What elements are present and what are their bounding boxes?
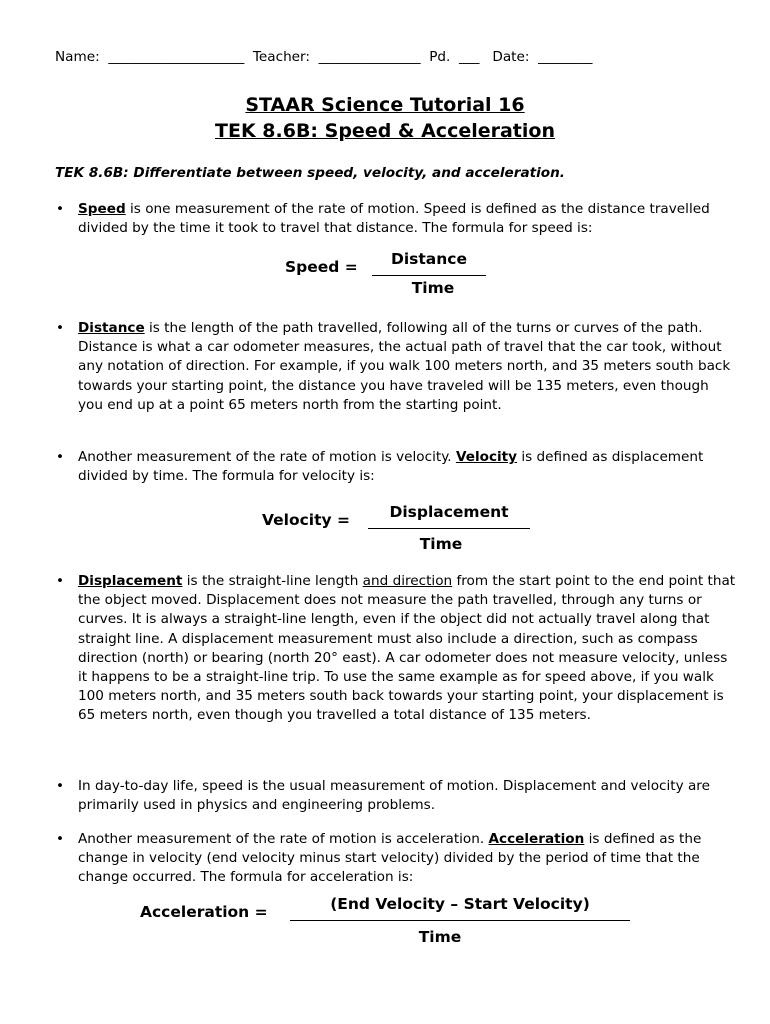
formula-acceleration-numerator: (End Velocity – Start Velocity): [330, 895, 590, 913]
bullet-distance: [56, 319, 736, 415]
velocity-text-after: is defined as displacement divided by time. The formula for velocity is:: [78, 449, 704, 485]
formula-speed-numerator: Distance: [390, 250, 467, 268]
displacement-text-2: from the start point to the end point that the object moved. Displacement does not measure the path travelled, through any turns or curves. It is always a straight-line length, even if the object did not actually travel along that straight line. A displacement measurement must also include a direction, such as compass direction (north) or bearing (north 20° east). A car odometer does not measure velocity, unless it happens to be a straight-line trip. To use the same example as for speed above, if you walk 100 meters north, and 35 meters south back towards your starting point, your displacement is 65 meters north, even though you travelled a total distance of 135 meters.: [78, 573, 736, 724]
objective: TEK 8.6B: Differentiate between speed, velocity, and acceleration.: [55, 165, 565, 181]
bullet-dot: •: [56, 320, 65, 336]
acceleration-text-after: is defined as the change in velocity (end velocity minus start velocity) divided by the period of time that the change occurred. The formula for acceleration is:: [78, 831, 702, 886]
bullet-speed: [56, 200, 736, 238]
title-line-1: STAAR Science Tutorial 16: [245, 94, 525, 116]
bullet-displacement: [56, 572, 736, 726]
formula-speed-lhs: Speed =: [285, 258, 358, 276]
speed-text: is one measurement of the rate of motion. Speed is defined as the distance travelled divided by the time it took to travel that distance. The formula for speed is:: [78, 201, 710, 237]
term-speed: Speed: [78, 201, 126, 217]
bullet-dot: •: [56, 449, 65, 465]
bullet-velocity: [56, 448, 736, 486]
displacement-text-1: is the straight-line length: [182, 573, 363, 589]
formula-velocity-denominator: Time: [419, 535, 463, 553]
formula-acceleration-denominator: Time: [418, 928, 462, 946]
formula-velocity-fraction-bar: [368, 528, 530, 529]
displacement-underlined: and direction: [362, 573, 453, 589]
term-distance: Distance: [78, 320, 145, 336]
formula-acceleration-lhs: Acceleration =: [140, 903, 268, 921]
formula-velocity-numerator: Displacement: [389, 503, 509, 521]
term-displacement: Displacement: [78, 573, 183, 589]
velocity-text-before: Another measurement of the rate of motion is velocity.: [78, 449, 456, 465]
acceleration-text-before: Another measurement of the rate of motion is acceleration.: [78, 831, 489, 847]
bullet-daily-life: [56, 777, 736, 815]
daily-life-text: In day-to-day life, speed is the usual measurement of motion. Displacement and velocity are primarily used in physics and engineering problems.: [78, 778, 710, 814]
header-fields: Name: ____________________ Teacher: _______________ Pd. ___ Date: ________: [55, 49, 593, 65]
term-velocity: Velocity: [455, 449, 518, 465]
bullet-dot: •: [56, 201, 65, 217]
formula-acceleration-fraction-bar: [290, 920, 630, 921]
formula-speed-denominator: Time: [411, 279, 455, 297]
bullet-dot: •: [56, 573, 65, 589]
distance-text: is the length of the path travelled, following all of the turns or curves of the path. Distance is what a car odometer measures, the actual path of travel that the car took, without any notation of direction. For example, if you walk 100 meters north, and 35 meters south back towards your starting point, the distance you have traveled will be 135 meters, even though you end up at a point 65 meters north from the starting point.: [78, 320, 731, 413]
bullet-acceleration: [56, 830, 736, 888]
bullet-dot: •: [56, 778, 65, 794]
term-acceleration: Acceleration: [488, 831, 585, 847]
formula-speed-fraction-bar: [372, 275, 486, 276]
bullet-dot: •: [56, 831, 65, 847]
formula-velocity-lhs: Velocity =: [262, 511, 351, 529]
title-line-2: TEK 8.6B: Speed & Acceleration: [215, 120, 555, 142]
